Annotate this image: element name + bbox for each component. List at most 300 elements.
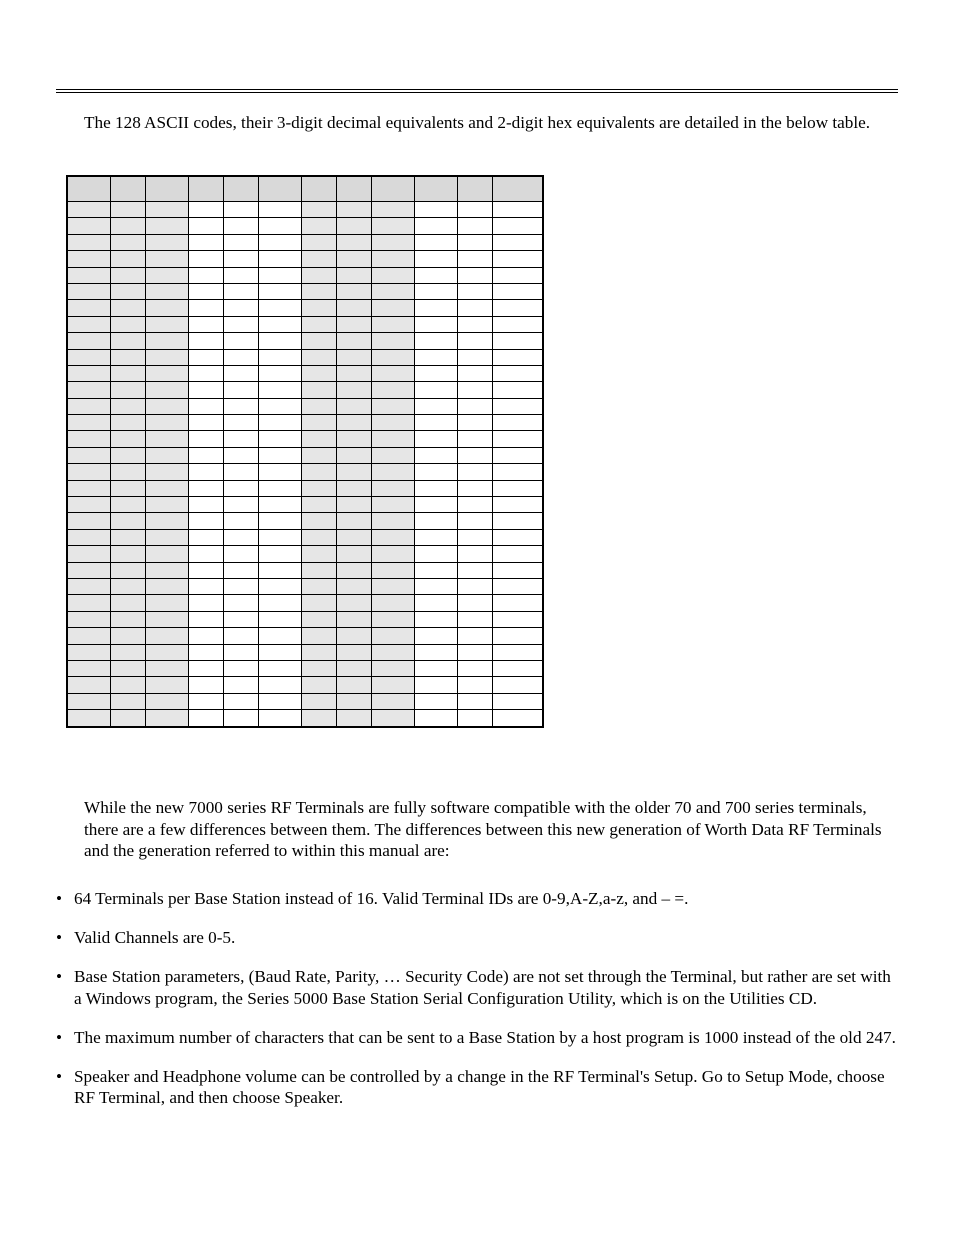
table-cell bbox=[110, 513, 145, 529]
table-cell bbox=[301, 660, 336, 676]
table-cell bbox=[110, 611, 145, 627]
table-cell bbox=[223, 677, 258, 693]
table-cell bbox=[371, 677, 414, 693]
table-row bbox=[67, 267, 543, 283]
table-cell bbox=[258, 497, 301, 513]
table-cell bbox=[414, 464, 457, 480]
table-cell bbox=[336, 546, 371, 562]
table-cell bbox=[258, 316, 301, 332]
table-cell bbox=[223, 546, 258, 562]
table-cell bbox=[301, 283, 336, 299]
table-cell bbox=[301, 464, 336, 480]
table-cell bbox=[457, 447, 492, 463]
list-item-text: Valid Channels are 0-5. bbox=[74, 928, 236, 947]
table-header-cell bbox=[492, 176, 543, 202]
table-cell bbox=[188, 365, 223, 381]
table-cell bbox=[492, 677, 543, 693]
table-cell bbox=[492, 218, 543, 234]
table-cell bbox=[492, 316, 543, 332]
table-cell bbox=[457, 480, 492, 496]
table-cell bbox=[110, 562, 145, 578]
table-cell bbox=[145, 234, 188, 250]
table-row bbox=[67, 431, 543, 447]
table-cell bbox=[301, 333, 336, 349]
table-cell bbox=[336, 497, 371, 513]
table-row bbox=[67, 283, 543, 299]
table-cell bbox=[67, 283, 110, 299]
table-header-cell bbox=[223, 176, 258, 202]
table-cell bbox=[457, 546, 492, 562]
table-cell bbox=[67, 628, 110, 644]
table-cell bbox=[301, 562, 336, 578]
table-cell bbox=[301, 234, 336, 250]
table-cell bbox=[492, 710, 543, 727]
table-row bbox=[67, 562, 543, 578]
table-cell bbox=[110, 349, 145, 365]
table-cell bbox=[223, 365, 258, 381]
table-cell bbox=[301, 628, 336, 644]
table-cell bbox=[492, 578, 543, 594]
table-cell bbox=[223, 415, 258, 431]
table-cell bbox=[301, 251, 336, 267]
table-cell bbox=[145, 595, 188, 611]
table-cell bbox=[371, 628, 414, 644]
list-item-text: 64 Terminals per Base Station instead of 16. Valid Terminal IDs are 0-9,A-Z,a-z, and – =. bbox=[74, 889, 689, 908]
table-cell bbox=[414, 628, 457, 644]
table-cell bbox=[492, 464, 543, 480]
table-header-cell bbox=[258, 176, 301, 202]
table-cell bbox=[258, 382, 301, 398]
table-cell bbox=[223, 513, 258, 529]
table-cell bbox=[223, 497, 258, 513]
table-cell bbox=[223, 578, 258, 594]
table-cell bbox=[67, 415, 110, 431]
table-cell bbox=[457, 283, 492, 299]
table-cell bbox=[336, 267, 371, 283]
table-cell bbox=[188, 333, 223, 349]
table-cell bbox=[492, 595, 543, 611]
table-cell bbox=[145, 251, 188, 267]
table-cell bbox=[371, 562, 414, 578]
table-cell bbox=[301, 398, 336, 414]
table-cell bbox=[258, 349, 301, 365]
table-cell bbox=[258, 480, 301, 496]
table-cell bbox=[414, 562, 457, 578]
table-cell bbox=[145, 415, 188, 431]
table-cell bbox=[223, 349, 258, 365]
list-item bbox=[56, 1066, 898, 1109]
table-cell bbox=[301, 497, 336, 513]
table-cell bbox=[67, 497, 110, 513]
table-cell bbox=[188, 595, 223, 611]
table-cell bbox=[223, 628, 258, 644]
table-cell bbox=[457, 497, 492, 513]
table-cell bbox=[110, 333, 145, 349]
table-cell bbox=[371, 415, 414, 431]
table-cell bbox=[414, 480, 457, 496]
table-cell bbox=[457, 513, 492, 529]
table-cell bbox=[371, 333, 414, 349]
table-cell bbox=[145, 398, 188, 414]
table-cell bbox=[336, 365, 371, 381]
table-cell bbox=[414, 365, 457, 381]
table-cell bbox=[336, 333, 371, 349]
table-cell bbox=[223, 283, 258, 299]
table-cell bbox=[67, 447, 110, 463]
bullet-icon: • bbox=[56, 1027, 63, 1047]
table-cell bbox=[258, 660, 301, 676]
table-cell bbox=[457, 251, 492, 267]
table-cell bbox=[301, 480, 336, 496]
table-cell bbox=[188, 300, 223, 316]
table-cell bbox=[67, 300, 110, 316]
table-cell bbox=[223, 431, 258, 447]
table-cell bbox=[457, 660, 492, 676]
table-cell bbox=[457, 316, 492, 332]
table-cell bbox=[110, 578, 145, 594]
table-cell bbox=[145, 365, 188, 381]
table-cell bbox=[145, 316, 188, 332]
table-cell bbox=[336, 251, 371, 267]
table-cell bbox=[145, 693, 188, 709]
table-cell bbox=[223, 382, 258, 398]
table-row bbox=[67, 693, 543, 709]
table-cell bbox=[188, 578, 223, 594]
table-cell bbox=[145, 513, 188, 529]
table-cell bbox=[145, 529, 188, 545]
table-cell bbox=[258, 611, 301, 627]
table-cell bbox=[145, 202, 188, 218]
table-cell bbox=[258, 628, 301, 644]
table-cell bbox=[492, 611, 543, 627]
table-cell bbox=[414, 660, 457, 676]
table-cell bbox=[371, 365, 414, 381]
table-cell bbox=[67, 202, 110, 218]
table-cell bbox=[492, 251, 543, 267]
table-cell bbox=[492, 333, 543, 349]
table-cell bbox=[145, 546, 188, 562]
table-cell bbox=[301, 513, 336, 529]
table-cell bbox=[414, 644, 457, 660]
table-cell bbox=[414, 267, 457, 283]
table-row bbox=[67, 644, 543, 660]
table-cell bbox=[188, 464, 223, 480]
table-cell bbox=[301, 415, 336, 431]
table-cell bbox=[258, 513, 301, 529]
table-cell bbox=[301, 382, 336, 398]
table-cell bbox=[414, 513, 457, 529]
table-cell bbox=[188, 710, 223, 727]
table-cell bbox=[371, 611, 414, 627]
table-cell bbox=[67, 349, 110, 365]
table-cell bbox=[110, 431, 145, 447]
table-header-cell bbox=[188, 176, 223, 202]
table-cell bbox=[336, 693, 371, 709]
table-cell bbox=[223, 611, 258, 627]
table-cell bbox=[457, 218, 492, 234]
table-cell bbox=[188, 431, 223, 447]
table-header-cell bbox=[414, 176, 457, 202]
table-cell bbox=[414, 333, 457, 349]
table-cell bbox=[414, 234, 457, 250]
table-cell bbox=[336, 447, 371, 463]
table-cell bbox=[457, 349, 492, 365]
table-header-cell bbox=[301, 176, 336, 202]
table-cell bbox=[336, 513, 371, 529]
table-cell bbox=[188, 316, 223, 332]
table-cell bbox=[492, 660, 543, 676]
table-cell bbox=[188, 660, 223, 676]
table-cell bbox=[301, 644, 336, 660]
table-cell bbox=[301, 611, 336, 627]
table-cell bbox=[414, 710, 457, 727]
table-cell bbox=[110, 202, 145, 218]
table-cell bbox=[258, 333, 301, 349]
table-cell bbox=[67, 595, 110, 611]
table-row bbox=[67, 660, 543, 676]
table-cell bbox=[67, 578, 110, 594]
table-cell bbox=[492, 513, 543, 529]
table-cell bbox=[336, 578, 371, 594]
table-row bbox=[67, 611, 543, 627]
table-cell bbox=[67, 398, 110, 414]
table-cell bbox=[371, 497, 414, 513]
list-item bbox=[56, 1027, 898, 1049]
table-cell bbox=[67, 316, 110, 332]
table-cell bbox=[457, 529, 492, 545]
table-header-cell bbox=[371, 176, 414, 202]
table-cell bbox=[223, 218, 258, 234]
table-cell bbox=[492, 644, 543, 660]
table-cell bbox=[110, 267, 145, 283]
table-row bbox=[67, 365, 543, 381]
table-cell bbox=[414, 595, 457, 611]
table-cell bbox=[110, 300, 145, 316]
table-cell bbox=[67, 218, 110, 234]
list-item bbox=[56, 927, 898, 949]
table-cell bbox=[223, 267, 258, 283]
table-cell bbox=[457, 628, 492, 644]
table-cell bbox=[258, 398, 301, 414]
ascii-intro-paragraph: The 128 ASCII codes, their 3-digit decimal equivalents and 2-digit hex equivalents are detailed in the below table. bbox=[84, 113, 871, 132]
table-cell bbox=[457, 578, 492, 594]
table-cell bbox=[492, 546, 543, 562]
table-cell bbox=[258, 562, 301, 578]
table-cell bbox=[110, 234, 145, 250]
table-cell bbox=[457, 202, 492, 218]
table-cell bbox=[414, 431, 457, 447]
table-cell bbox=[145, 644, 188, 660]
table-cell bbox=[145, 333, 188, 349]
table-cell bbox=[457, 693, 492, 709]
table-cell bbox=[145, 578, 188, 594]
table-cell bbox=[301, 349, 336, 365]
list-item bbox=[56, 888, 898, 910]
table-cell bbox=[145, 218, 188, 234]
table-cell bbox=[414, 693, 457, 709]
table-row bbox=[67, 464, 543, 480]
table-cell bbox=[223, 595, 258, 611]
table-cell bbox=[110, 660, 145, 676]
table-cell bbox=[457, 382, 492, 398]
table-cell bbox=[371, 529, 414, 545]
table-cell bbox=[414, 283, 457, 299]
table-cell bbox=[67, 677, 110, 693]
table-cell bbox=[336, 464, 371, 480]
table-cell bbox=[336, 562, 371, 578]
bullet-icon: • bbox=[56, 967, 63, 986]
table-cell bbox=[67, 562, 110, 578]
table-cell bbox=[301, 267, 336, 283]
table-cell bbox=[223, 529, 258, 545]
table-cell bbox=[457, 710, 492, 727]
table-cell bbox=[371, 283, 414, 299]
table-cell bbox=[110, 218, 145, 234]
table-cell bbox=[371, 595, 414, 611]
table-row bbox=[67, 415, 543, 431]
table-cell bbox=[301, 447, 336, 463]
table-cell bbox=[145, 300, 188, 316]
table-cell bbox=[414, 251, 457, 267]
table-cell bbox=[67, 431, 110, 447]
table-cell bbox=[492, 447, 543, 463]
table-cell bbox=[223, 398, 258, 414]
table-cell bbox=[492, 365, 543, 381]
table-cell bbox=[145, 660, 188, 676]
table-cell bbox=[414, 677, 457, 693]
ascii-table-body bbox=[67, 176, 543, 727]
table-cell bbox=[67, 234, 110, 250]
table-cell bbox=[457, 300, 492, 316]
table-cell bbox=[301, 677, 336, 693]
table-cell bbox=[258, 415, 301, 431]
table-row bbox=[67, 513, 543, 529]
table-row bbox=[67, 234, 543, 250]
table-cell bbox=[67, 480, 110, 496]
table-cell bbox=[223, 234, 258, 250]
table-cell bbox=[457, 365, 492, 381]
table-cell bbox=[414, 300, 457, 316]
table-cell bbox=[188, 234, 223, 250]
table-cell bbox=[336, 431, 371, 447]
table-cell bbox=[188, 628, 223, 644]
table-cell bbox=[188, 693, 223, 709]
table-cell bbox=[110, 677, 145, 693]
table-row bbox=[67, 316, 543, 332]
table-cell bbox=[371, 218, 414, 234]
table-row bbox=[67, 300, 543, 316]
differences-intro-paragraph: While the new 7000 series RF Terminals are fully software compatible with the older 70 and 700 series terminals, there are a few differences between them. The differences between this new generation of Worth Data RF Terminals and the generation referred to within this manual are: bbox=[84, 798, 882, 860]
table-cell bbox=[188, 611, 223, 627]
table-cell bbox=[258, 529, 301, 545]
table-cell bbox=[67, 267, 110, 283]
table-cell bbox=[145, 267, 188, 283]
table-cell bbox=[492, 202, 543, 218]
table-cell bbox=[188, 480, 223, 496]
table-cell bbox=[371, 382, 414, 398]
table-cell bbox=[188, 251, 223, 267]
table-cell bbox=[457, 611, 492, 627]
table-cell bbox=[492, 349, 543, 365]
table-cell bbox=[110, 398, 145, 414]
table-cell bbox=[336, 677, 371, 693]
table-cell bbox=[67, 464, 110, 480]
table-cell bbox=[223, 562, 258, 578]
table-cell bbox=[457, 234, 492, 250]
table-cell bbox=[145, 349, 188, 365]
table-cell bbox=[223, 644, 258, 660]
table-cell bbox=[414, 218, 457, 234]
table-cell bbox=[110, 497, 145, 513]
table-cell bbox=[67, 382, 110, 398]
table-cell bbox=[67, 513, 110, 529]
table-cell bbox=[492, 415, 543, 431]
table-cell bbox=[110, 447, 145, 463]
table-cell bbox=[301, 710, 336, 727]
table-cell bbox=[414, 529, 457, 545]
table-cell bbox=[414, 578, 457, 594]
table-cell bbox=[110, 415, 145, 431]
table-cell bbox=[145, 382, 188, 398]
table-cell bbox=[336, 316, 371, 332]
table-cell bbox=[145, 710, 188, 727]
table-cell bbox=[188, 447, 223, 463]
table-cell bbox=[110, 283, 145, 299]
table-cell bbox=[371, 234, 414, 250]
table-cell bbox=[67, 546, 110, 562]
table-cell bbox=[67, 660, 110, 676]
table-cell bbox=[110, 365, 145, 381]
table-cell bbox=[492, 628, 543, 644]
table-cell bbox=[258, 644, 301, 660]
table-header-cell bbox=[145, 176, 188, 202]
table-cell bbox=[223, 333, 258, 349]
table-cell bbox=[336, 628, 371, 644]
table-cell bbox=[371, 251, 414, 267]
table-cell bbox=[110, 529, 145, 545]
table-cell bbox=[336, 349, 371, 365]
table-row bbox=[67, 382, 543, 398]
table-cell bbox=[371, 202, 414, 218]
table-cell bbox=[371, 693, 414, 709]
table-cell bbox=[301, 595, 336, 611]
bullet-icon: • bbox=[56, 1066, 63, 1086]
table-cell bbox=[188, 382, 223, 398]
table-cell bbox=[457, 333, 492, 349]
table-cell bbox=[223, 447, 258, 463]
table-header-cell bbox=[67, 176, 110, 202]
table-cell bbox=[371, 578, 414, 594]
table-cell bbox=[301, 529, 336, 545]
table-cell bbox=[457, 267, 492, 283]
table-cell bbox=[492, 693, 543, 709]
table-cell bbox=[145, 611, 188, 627]
table-cell bbox=[371, 660, 414, 676]
table-cell bbox=[371, 398, 414, 414]
table-cell bbox=[67, 710, 110, 727]
table-cell bbox=[371, 316, 414, 332]
table-cell bbox=[188, 283, 223, 299]
table-cell bbox=[258, 578, 301, 594]
list-item-text: The maximum number of characters that can be sent to a Base Station by a host program is 1000 instead of the old 247. bbox=[74, 1027, 896, 1047]
table-cell bbox=[258, 464, 301, 480]
table-cell bbox=[110, 316, 145, 332]
table-row bbox=[67, 349, 543, 365]
table-cell bbox=[457, 562, 492, 578]
table-cell bbox=[145, 677, 188, 693]
table-cell bbox=[188, 644, 223, 660]
table-cell bbox=[301, 218, 336, 234]
